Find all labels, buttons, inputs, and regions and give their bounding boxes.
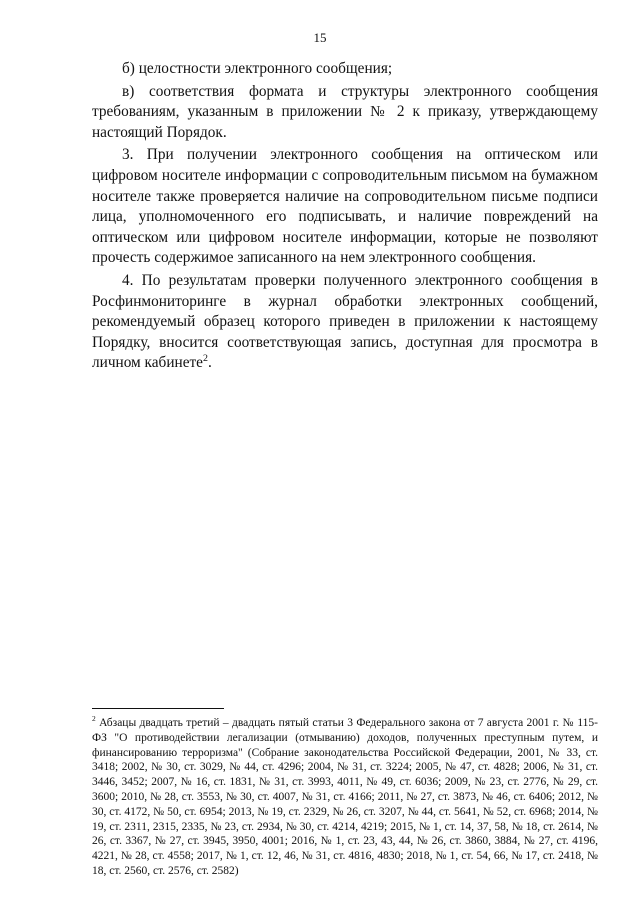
footnote (92, 716, 598, 879)
footnote-text: Абзацы двадцать третий – двадцать пятый статьи 3 Федерального закона от 7 августа 2001 г. № 115-ФЗ "О противодействии легализации (отмыванию) доходов, полученных преступным путем, и финансированию терроризма" (Собрание законодательства Российской Федерации, 2001, № 33, ст. 3418; 2002, № 30, ст. 3029, № 44, ст. 4296; 2004, № 31, ст. 3224; 2005, № 47, ст. 4828; 2006, № 31, ст. 3446, 3452; 2007, № 16, ст. 1831, № 31, ст. 3993, 4011, № 49, ст. 6036; 2009, № 23, ст. 2776, № 29, ст. 3600; 2010, № 28, ст. 3553, № 30, ст. 4007, № 31, ст. 4166; 2011, № 27, ст. 3873, № 46, ст. 6406; 2012, № 30, ст. 4172, № 50, ст. 6954; 2013, № 19, ст. 2329, № 26, ст. 3207, № 44, ст. 5641, № 52, ст. 6968; 2014, № 19, ст. 2311, 2315, 2335, № 23, ст. 2934, № 30, ст. 4214, 4219; 2015, № 1, ст. 14, 37, 58, № 18, ст. 2614, № 26, ст. 3367, № 27, ст. 3945, 3950, 4001; 2016, № 1, ст. 23, 43, 44, № 26, ст. 3860, 3884, № 27, ст. 4196, 4221, № 28, ст. 4558; 2017, № 1, ст. 12, 46, № 31, ст. 4816, 4830; 2018, № 1, ст. 54, 66, № 17, ст. 2418, № 18, ст. 2560, ст. 2576, ст. 2582) (92, 717, 598, 877)
footnote-marker: 2 (92, 714, 96, 724)
footnote-reference: 2 (202, 353, 208, 365)
page-number: 15 (313, 30, 327, 45)
footnote-separator (92, 708, 224, 709)
body-text (92, 59, 598, 376)
paragraph-integrity: б) целостности электронного сообщения; (122, 60, 393, 77)
paragraph-item-4 (92, 271, 598, 374)
paragraph-item-4-tail: . (207, 354, 212, 372)
paragraph-item-3: 3. При получении электронного сообщения на оптическом или цифровом носителе информации с сопроводительным письмом на бумажном носителе также проверяется наличие на сопроводительном письме подписи лица, уполномоченного его подписывать, и наличие повреждений на оптическом или цифровом носителе информации, которые не позволяют прочесть содержимое записанного на нем электронного сообщения. (92, 146, 598, 267)
paragraph-format-compliance: в) соответствия формата и структуры электронного сообщения требованиям, указанным в приложении № 2 к приказу, утверждающему настоящий Порядок. (92, 82, 598, 141)
paragraph-item-4-text: 4. По результатам проверки полученного электронного сообщения в Росфинмониторинге в журнал обработки электронных сообщений, рекомендуемый образец которого приведен в приложении к настоящему Порядку, вносится соответствующая запись, доступная для просмотра в личном кабинете (92, 271, 598, 372)
